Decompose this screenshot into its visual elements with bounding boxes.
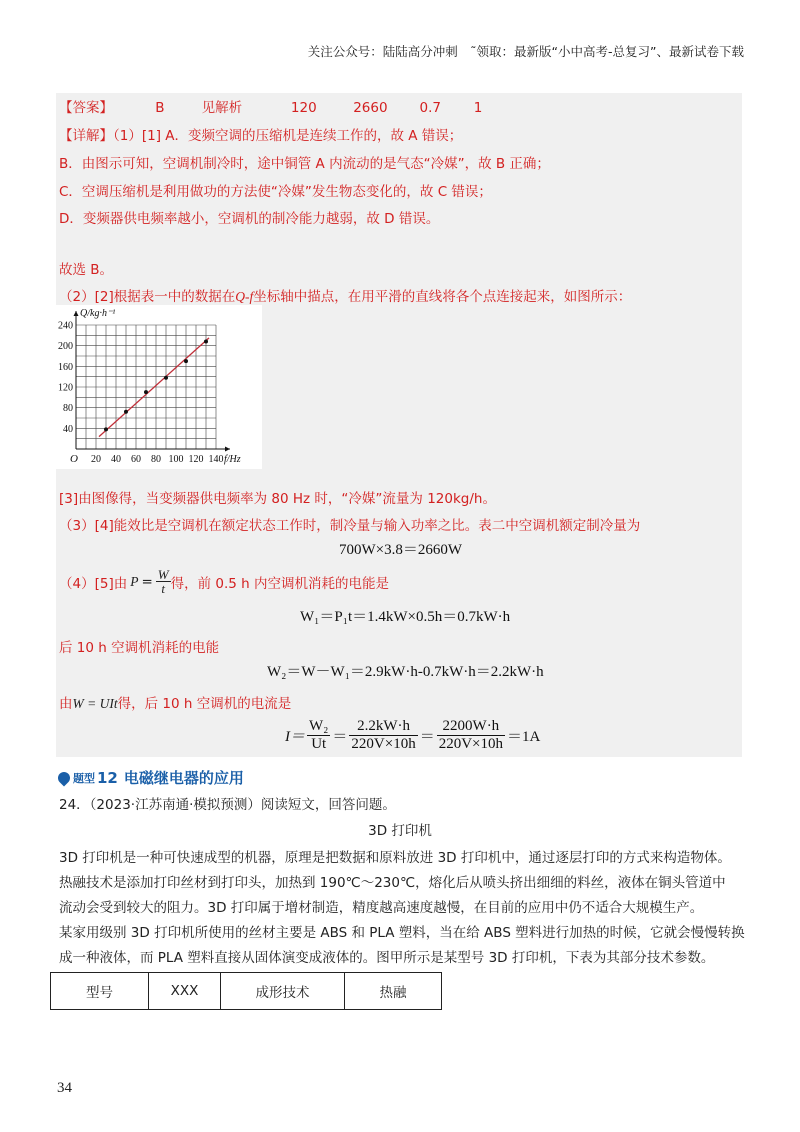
- power-fraction: $\frac{W}{t}$: [157, 567, 169, 596]
- detail-line: （2）[2]根据表一中的数据在Q-f坐标轴中描点，在用平滑的直线将各个点连接起来，如图所示：: [59, 289, 632, 305]
- answer-item: 1: [473, 100, 483, 116]
- passage-paragraph: 某家用级别 3D 打印机所使用的丝材主要是 ABS 和 PLA 塑料，当在给 ABS 塑料进行加热的时候，它就会慢慢转换: [59, 925, 745, 941]
- x-axis-arrow: [225, 447, 230, 452]
- page-header: 关注公众号：陆陆高分冲刺 ˜领取：最新版“小中高考-总复习”、最新试卷下载: [307, 44, 744, 59]
- answer-item: 见解析: [201, 100, 243, 116]
- data-point: [184, 359, 188, 363]
- formula-cooling: 700W×3.8＝2660W: [339, 542, 463, 558]
- table-row: [51, 973, 442, 1010]
- section-title-text: 电磁继电器的应用: [123, 769, 244, 787]
- detail-line: 故选 B。: [59, 262, 114, 278]
- y-tick-label: 200: [58, 341, 73, 353]
- y-tick-label: 80: [63, 403, 73, 415]
- location-pin-icon: [56, 769, 73, 786]
- passage-paragraph: 热融技术是添加打印丝材到打印头，加热到 190℃～230℃，熔化后从喷头挤出细细的料丝，液体在铜头管道中: [59, 875, 726, 891]
- formula-current: I＝ $\frac{\text{W₂}}{Ut}$ ＝ $\frac{2.2kW\cdot h}{220V\times 10h}$ ＝ $\frac{2200W\cdot h}{220V\times 10h}$ ＝1A: [285, 718, 541, 752]
- formula-energy-2: W₂＝W－W₁＝2.9kW·h-0.7kW·h＝2.2kW·h: [267, 664, 544, 680]
- y-tick-label: 240: [58, 320, 73, 332]
- x-tick-label: 20: [91, 454, 101, 465]
- answer-item: B: [155, 100, 165, 116]
- detail-line: C．空调压缩机是利用做功的方法使“冷媒”发生物态变化的，故 C 错误；: [59, 184, 492, 200]
- detail-line: 后 10 h 空调机消耗的电能: [59, 640, 220, 656]
- table-cell: 型号: [51, 973, 149, 1010]
- data-point: [144, 390, 148, 394]
- table-cell: 成形技术: [221, 973, 345, 1010]
- passage-paragraph: 3D 打印机是一种可快速成型的机器，原理是把数据和原料放进 3D 打印机中，通过逐层打印的方式来构造物体。: [59, 850, 731, 866]
- y-axis-arrow: [74, 311, 79, 316]
- x-tick-label: 140: [208, 454, 224, 465]
- y-tick-label: 120: [58, 382, 73, 394]
- passage-paragraph: 流动会受到较大的阻力。3D 打印属于增材制造，精度越高速度越慢，在目前的应用中仍不适合大规模生产。: [59, 900, 704, 916]
- answer-item: 2660: [353, 100, 388, 116]
- axis-variable: Q-f: [235, 289, 254, 304]
- section-tag: 题型: [73, 771, 95, 785]
- passage-paragraph: 成一种液体，而 PLA 塑料直接从固体演变成液体的。图甲所示是某型号 3D 打印机，下表为其部分技术参数。: [59, 950, 715, 966]
- detail-line: （3）[4]能效比是空调机在额定状态工作时，制冷量与输入功率之比。表二中空调机额定制冷量为: [59, 518, 641, 534]
- table-cell: 热融: [345, 973, 442, 1010]
- detail-line: 【详解】（1）[1] A．变频空调的压缩机是连续工作的，故 A 错误；: [59, 128, 463, 144]
- answer-item: 120: [290, 100, 317, 116]
- data-point: [124, 410, 128, 414]
- passage-title: 3D 打印机: [368, 823, 432, 839]
- x-tick-label: 80: [151, 454, 161, 465]
- q-f-chart: [56, 305, 262, 469]
- x-tick-label: 40: [111, 454, 121, 465]
- page-number: 34: [57, 1080, 72, 1096]
- detail-line: B．由图示可知，空调机制冷时，途中铜管 A 内流动的是气态“冷媒”，故 B 正确；: [59, 156, 550, 172]
- x-tick-label: 120: [188, 454, 204, 465]
- spec-table: [50, 972, 442, 1010]
- q-f-chart-svg: [56, 305, 262, 469]
- y-tick-label: 160: [58, 361, 73, 373]
- question-number: 24．（2023·江苏南通·模拟预测）阅读短文，回答问题。: [59, 797, 396, 813]
- y-tick-label: 40: [63, 423, 73, 435]
- answer-label: 【答案】: [59, 100, 113, 116]
- origin-label: O: [70, 453, 78, 465]
- table-cell: XXX: [149, 973, 221, 1010]
- y-axis-label: Q/kg·h⁻¹: [80, 308, 116, 319]
- detail-label: 【详解】: [59, 128, 113, 144]
- data-point: [164, 376, 168, 380]
- detail-line: （4）[5]由 P = $\frac{W}{t}$ 得，前 0.5 h 内空调机消耗的电能是: [59, 567, 390, 596]
- detail-line: 由W = UIt得，后 10 h 空调机的电流是: [59, 696, 292, 712]
- answer-row: [59, 96, 482, 116]
- section-heading: [58, 767, 244, 788]
- data-point: [204, 340, 208, 344]
- x-tick-label: 100: [168, 454, 184, 465]
- section-number: 12: [97, 768, 118, 787]
- detail-line: D．变频器供电频率越小，空调机的制冷能力越弱，故 D 错误。: [59, 211, 440, 227]
- x-axis-label: f/Hz: [224, 454, 241, 465]
- detail-line: [3]由图像得，当变频器供电频率为 80 Hz 时，“冷媒”流量为 120kg/h。: [59, 491, 496, 507]
- x-tick-label: 60: [131, 454, 141, 465]
- formula-energy-1: W₁＝P₁t＝1.4kW×0.5h＝0.7kW·h: [300, 609, 511, 625]
- answer-item: 0.7: [419, 100, 441, 116]
- data-point: [104, 427, 108, 431]
